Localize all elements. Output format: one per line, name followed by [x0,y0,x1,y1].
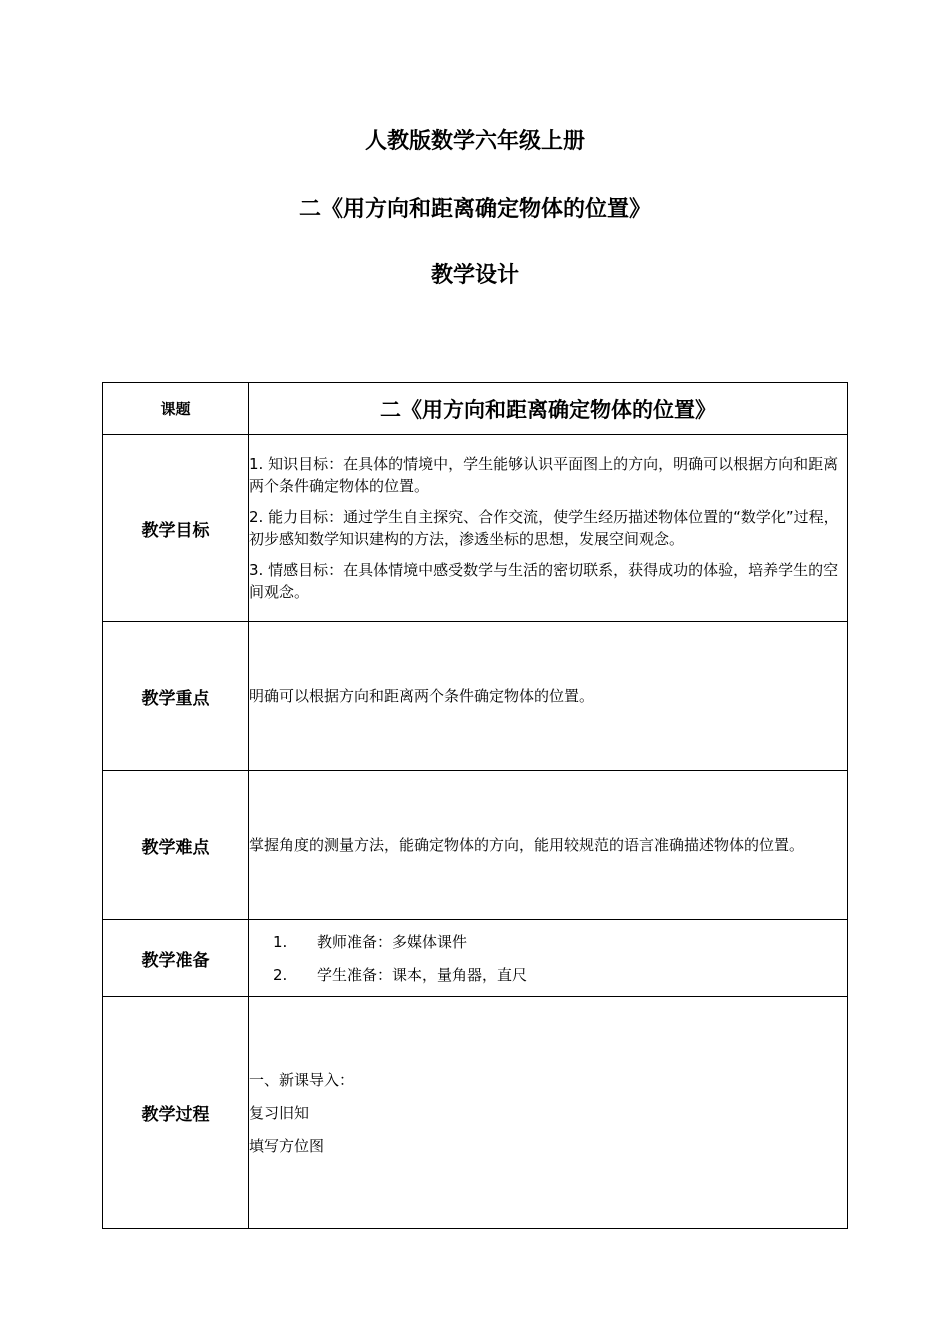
difficulties-label: 教学难点 [103,771,249,920]
key-points-text: 明确可以根据方向和距离两个条件确定物体的位置。 [249,622,848,771]
process-content [249,997,848,1229]
table-row-process [103,997,848,1229]
list-number: 1. [273,932,288,951]
process-line: 一、新课导入： [249,1070,355,1089]
objective-item: 3. 情感目标：在具体情境中感受数学与生活的密切联系，获得成功的体验，培养学生的空间观念。 [249,561,839,601]
process-label: 教学过程 [103,997,249,1229]
doc-title-line-3: 教学设计 [430,263,519,288]
objectives-label: 教学目标 [103,435,249,622]
table-row-preparation [103,920,848,997]
process-line: 填写方位图 [249,1136,325,1155]
lesson-plan-table [102,382,848,1229]
objective-item: 1. 知识目标：在具体的情境中，学生能够认识平面图上的方向，明确可以根据方向和距离两个条件确定物体的位置。 [249,455,839,495]
table-row-difficulties [103,771,848,920]
preparation-label: 教学准备 [103,920,249,997]
objectives-content [249,435,848,622]
difficulties-text: 掌握角度的测量方法，能确定物体的方向，能用较规范的语言准确描述物体的位置。 [249,771,848,920]
list-number: 2. [273,965,288,984]
process-line: 复习旧知 [249,1103,310,1122]
doc-title-line-2: 二《用方向和距离确定物体的位置》 [298,197,651,222]
key-points-label: 教学重点 [103,622,249,771]
table-row-topic [103,383,848,435]
table-row-objectives [103,435,848,622]
topic-label: 课题 [103,383,249,435]
preparation-content [249,920,848,997]
objective-item: 2. 能力目标：通过学生自主探究、合作交流，使学生经历描述物体位置的“数学化”过程，初步感知数学知识建构的方法，渗透坐标的思想，发展空间观念。 [249,508,839,548]
topic-value: 二《用方向和距离确定物体的位置》 [249,383,848,435]
list-text: 学生准备：课本，量角器，直尺 [317,965,528,984]
preparation-item [249,964,847,986]
table-row-key-points [103,622,848,771]
list-text: 教师准备：多媒体课件 [317,932,468,951]
doc-title-line-1: 人教版数学六年级上册 [364,129,585,154]
preparation-item [249,931,847,953]
